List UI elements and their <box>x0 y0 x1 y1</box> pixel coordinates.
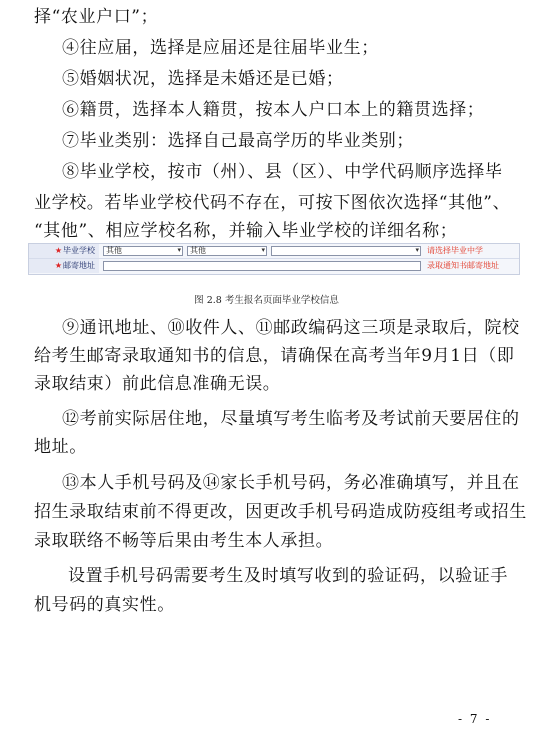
school-select[interactable] <box>271 246 421 256</box>
chevron-down-icon: ▾ <box>415 247 419 254</box>
city-select[interactable] <box>103 246 183 256</box>
paragraph-line: 招生录取结束前不得更改，因更改手机号码造成防疫组考或招生 <box>34 502 527 522</box>
select-value: 其他 <box>106 246 122 255</box>
paragraph-line: ⑤婚姻状况，选择是未婚还是已婚； <box>62 69 344 89</box>
field-label-address <box>29 259 99 273</box>
paragraph-line: 给考生邮寄录取通知书的信息，请确保在高考当年9月1日（即 <box>34 346 515 366</box>
paragraph-line: 机号码的真实性。 <box>34 595 175 615</box>
county-select[interactable] <box>187 246 267 256</box>
form-row-address <box>29 259 519 273</box>
paragraph-line: 设置手机号码需要考生及时填写收到的验证码，以验证手 <box>68 566 508 586</box>
required-star-icon: ★ <box>54 261 62 270</box>
school-info-form-figure <box>28 243 520 275</box>
paragraph-line: ④往应届，选择是应届还是往届毕业生； <box>62 38 379 58</box>
school-hint: 请选择毕业中学 <box>427 246 483 255</box>
paragraph-line: ⑨通讯地址、⑩收件人、⑪邮政编码这三项是录取后，院校 <box>62 318 520 338</box>
mailing-address-input[interactable] <box>103 261 421 271</box>
paragraph-line: 择“农业户口”； <box>34 7 159 27</box>
paragraph-line: 地址。 <box>34 437 87 457</box>
paragraph-line: ⑧毕业学校，按市（州）、县（区）、中学代码顺序选择毕 <box>62 162 503 182</box>
required-star-icon: ★ <box>54 246 62 255</box>
chevron-down-icon: ▾ <box>177 247 181 254</box>
paragraph-line: ⑥籍贯，选择本人籍贯，按本人户口本上的籍贯选择； <box>62 100 485 120</box>
field-label-school <box>29 244 99 258</box>
chevron-down-icon: ▾ <box>261 247 265 254</box>
paragraph-line: 业学校。若毕业学校代码不存在，可按下图依次选择“其他”、 <box>34 193 511 213</box>
paragraph-line: 录取联络不畅等后果由考生本人承担。 <box>34 531 334 551</box>
paragraph-line: ⑬本人手机号码及⑭家长手机号码，务必准确填写，并且在 <box>62 473 520 493</box>
label-text: 邮寄地址 <box>63 261 95 270</box>
paragraph-line: ⑫考前实际居住地，尽量填写考生临考及考试前天要居住的 <box>62 409 520 429</box>
address-hint: 录取通知书邮寄地址 <box>427 261 499 270</box>
label-text: 毕业学校 <box>63 246 95 255</box>
paragraph-line: “其他”、相应学校名称，并输入毕业学校的详细名称； <box>34 221 458 241</box>
figure-caption: 图 2.8 考生报名页面毕业学校信息 <box>194 295 339 306</box>
paragraph-line: 录取结束）前此信息准确无误。 <box>34 374 281 394</box>
form-row-school <box>29 244 519 259</box>
page-number: - 7 - <box>458 712 492 726</box>
paragraph-line: ⑦毕业类别：选择自己最高学历的毕业类别； <box>62 131 414 151</box>
select-value: 其他 <box>190 246 206 255</box>
